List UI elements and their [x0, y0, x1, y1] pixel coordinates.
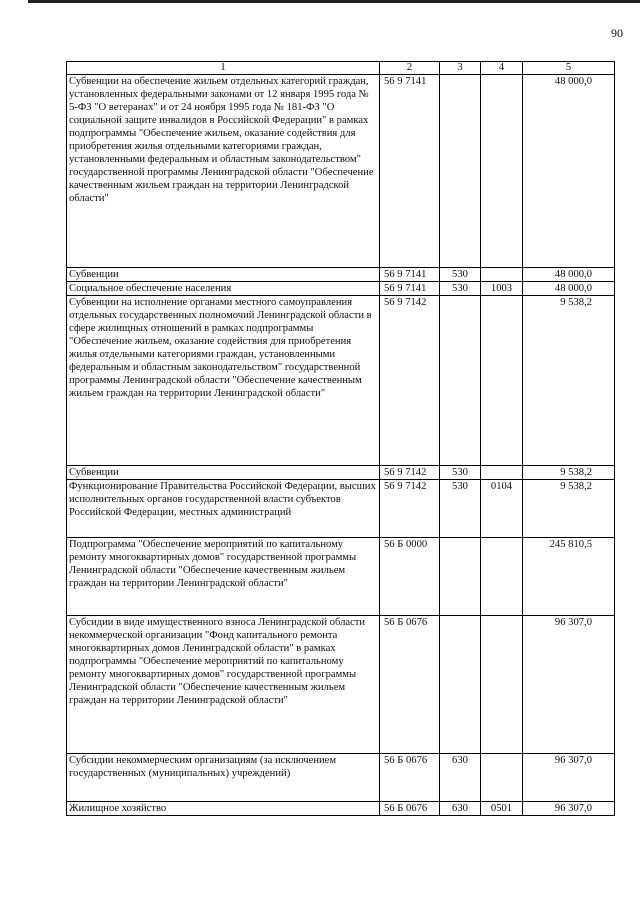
header-row: [67, 62, 615, 75]
row-rz: [481, 616, 523, 754]
row-code: 56 9 7142: [380, 466, 440, 480]
table-row: [67, 466, 615, 480]
row-amount: 96 307,0: [523, 754, 615, 802]
row-vr: 530: [440, 282, 481, 296]
row-code: 56 9 7142: [380, 480, 440, 538]
row-code: 56 Б 0676: [380, 754, 440, 802]
page-number: 90: [611, 26, 623, 40]
row-vr: [440, 296, 481, 466]
row-amount: 245 810,5: [523, 538, 615, 616]
row-name: Социальное обеспечение населения: [67, 282, 380, 296]
row-name: Субвенции на обеспечение жильем отдельных категорий граждан, установленных федеральными законами от 12 января 1995 года № 5-ФЗ "О ветеранах" и от 24 ноября 1995 года № 181-ФЗ "О социальной защите инвалидов в Российской Федерации" в рамках подпрограммы "Обеспечение жильем, оказание содействия для приобретения жилья отдельными категориями граждан, установленными федеральным и областным законодательством" государственной программы Ленинградской области "Обеспечение качественным жильем граждан на территории Ленинградской области": [67, 75, 380, 268]
row-name: Подпрограмма "Обеспечение мероприятий по капитальному ремонту многоквартирных домов" государственной программы Ленинградской области "Обеспечение качественным жильем граждан на территории Ленинградской области": [67, 538, 380, 616]
row-code: 56 Б 0676: [380, 616, 440, 754]
row-amount: 48 000,0: [523, 268, 615, 282]
row-code: 56 Б 0676: [380, 802, 440, 816]
row-vr: [440, 538, 481, 616]
row-name: Функционирование Правительства Российской Федерации, высших исполнительных органов государственной власти субъектов Российской Федерации, местных администраций: [67, 480, 380, 538]
row-name: Жилищное хозяйство: [67, 802, 380, 816]
row-code: 56 9 7141: [380, 75, 440, 268]
row-code: 56 9 7142: [380, 296, 440, 466]
row-rz: 1003: [481, 282, 523, 296]
row-amount: 48 000,0: [523, 282, 615, 296]
budget-table: [66, 61, 615, 816]
scan-top-border: [0, 0, 640, 5]
table-row: [67, 296, 615, 466]
table-row: [67, 480, 615, 538]
table-row: [67, 282, 615, 296]
row-code: 56 Б 0000: [380, 538, 440, 616]
row-vr: 530: [440, 480, 481, 538]
table-row: [67, 75, 615, 268]
header-col-4: 4: [481, 62, 523, 75]
row-vr: [440, 616, 481, 754]
row-rz: [481, 268, 523, 282]
header-col-3: 3: [440, 62, 481, 75]
row-vr: [440, 75, 481, 268]
row-amount: 96 307,0: [523, 616, 615, 754]
row-name: Субсидии некоммерческим организациям (за исключением государственных (муниципальных) учреждений): [67, 754, 380, 802]
row-rz: [481, 538, 523, 616]
table-row: [67, 754, 615, 802]
row-name: Субвенции: [67, 466, 380, 480]
row-amount: 9 538,2: [523, 466, 615, 480]
row-rz: [481, 75, 523, 268]
row-vr: 530: [440, 466, 481, 480]
row-name: Субвенции: [67, 268, 380, 282]
row-rz: [481, 296, 523, 466]
table-row: [67, 616, 615, 754]
row-name: Субвенции на исполнение органами местного самоуправления отдельных государственных полномочий Ленинградской области в сфере жилищных отношений в рамках подпрограммы "Обеспечение жильем, оказание содействия для приобретения жилья отдельными категориями граждан, установленными федеральным и областным законодательством" государственной программы Ленинградской области "Обеспечение качественным жильем граждан на территории Ленинградской области": [67, 296, 380, 466]
row-vr: 630: [440, 802, 481, 816]
row-name: Субсидии в виде имущественного взноса Ленинградской области некоммерческой организации "Фонд капитального ремонта многоквартирных домов Ленинградской области" в рамках подпрограммы "Обеспечение мероприятий по капитальному ремонту многоквартирных домов" государственной программы Ленинградской области "Обеспечение качественным жильем граждан на территории Ленинградской области": [67, 616, 380, 754]
row-amount: 9 538,2: [523, 480, 615, 538]
row-amount: 48 000,0: [523, 75, 615, 268]
row-rz: 0104: [481, 480, 523, 538]
row-amount: 9 538,2: [523, 296, 615, 466]
row-code: 56 9 7141: [380, 282, 440, 296]
row-rz: [481, 754, 523, 802]
table-row: [67, 802, 615, 816]
row-code: 56 9 7141: [380, 268, 440, 282]
row-rz: 0501: [481, 802, 523, 816]
table-row: [67, 538, 615, 616]
row-amount: 96 307,0: [523, 802, 615, 816]
header-col-1: 1: [67, 62, 380, 75]
table-row: [67, 268, 615, 282]
row-vr: 530: [440, 268, 481, 282]
header-col-5: 5: [523, 62, 615, 75]
row-vr: 630: [440, 754, 481, 802]
row-rz: [481, 466, 523, 480]
header-col-2: 2: [380, 62, 440, 75]
